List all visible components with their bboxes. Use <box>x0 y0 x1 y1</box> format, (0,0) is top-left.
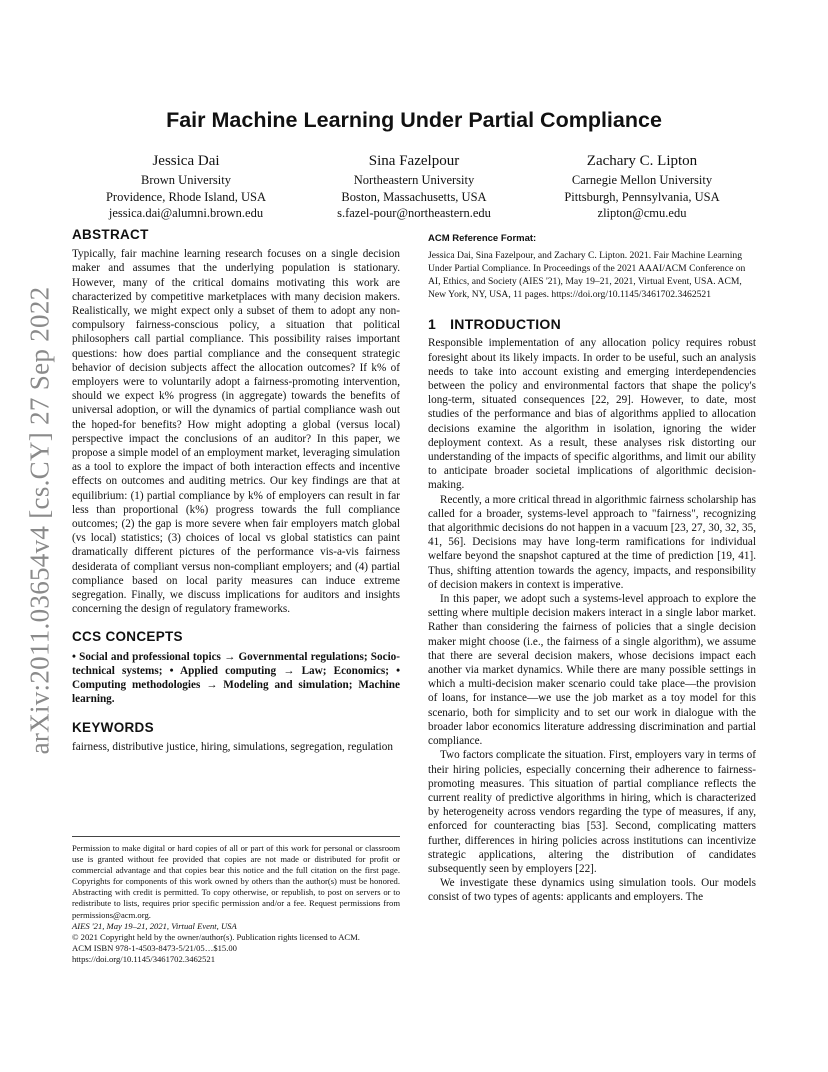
author-location: Pittsburgh, Pennsylvania, USA <box>564 189 720 204</box>
author-affiliation: Northeastern University <box>353 173 475 187</box>
intro-paragraph-3: In this paper, we adopt such a systems-level approach to explore the setting where multiple decision makers interact in a single labor market. Rather than considering the fairness of policies that a single decision maker might choose (i.e., the fairness of a single algorithm), we assume that there are several decision makers, whose decisions impact each another via market dynamics. While there are many possible settings in which a multi-decision maker scenario could take place—the provision of loans, for instance—we use the job market as a toy model for this scenario, both for simplicity and to set our work in dialogue with the broader labor economics literature addressing discrimination and partial compliance. <box>428 593 756 748</box>
author-name: Zachary C. Lipton <box>586 153 698 169</box>
keywords-heading: KEYWORDS <box>72 719 154 735</box>
keywords-text: fairness, distributive justice, hiring, simulations, segregation, regulation <box>72 740 393 753</box>
author-email[interactable]: s.fazel-pour@northeastern.edu <box>337 206 491 220</box>
paper-title: Fair Machine Learning Under Partial Compliance <box>166 108 662 132</box>
permission-notice: Permission to make digital or hard copies of all or part of this work for personal or classroom use is granted without fee provided that copies are not made or distributed for profit or commercial advantage and that copies bear this notice and the full citation on the first page. Copyrights for components of this work owned by others than the author(s) must be honored. Abstracting with credit is permitted. To copy otherwise, or republish, to post on servers or to redistribute to lists, requires prior specific permission and/or a fee. Request permissions from permissions@acm.org. <box>72 843 400 920</box>
author-name: Jessica Dai <box>152 153 220 169</box>
ccs-concepts-text: • Social and professional topics → Governmental regulations; Socio-technical systems; • Applied computing → Law; Economics; • Computing methodologies → Modeling and simulation; Machine learning. <box>72 650 400 706</box>
right-column <box>428 232 756 905</box>
author-1 <box>72 151 300 222</box>
author-3 <box>528 151 756 222</box>
acm-reference-text: Jessica Dai, Sina Fazelpour, and Zachary C. Lipton. 2021. Fair Machine Learning Under Partial Compliance. In Proceedings of the 2021 AAAI/ACM Conference on AI, Ethics, and Society (AIES '21), May 19–21, 2021, Virtual Event, USA. ACM, New York, NY, USA, 11 pages. https://doi.org/10.1145/3461702.3462521 <box>428 250 746 301</box>
author-location: Boston, Massachusetts, USA <box>341 189 487 204</box>
conference-venue: AIES '21, May 19–21, 2021, Virtual Event, USA <box>72 920 237 931</box>
intro-paragraph-2: Recently, a more critical thread in algorithmic fairness scholarship has called for a broader, systems-level approach to "fairness", recognizing that algorithmic decisions do not happen in a vacuum [23, 27, 30, 32, 35, 41, 56]. Decisions may have long-term ramifications for individual welfare beyond the snapshot captured at the time of prediction [19, 41]. Thus, shifting attention towards the agency, impacts, and responsibility of decision makers in context is imperative. <box>428 493 756 591</box>
author-email[interactable]: zlipton@cmu.edu <box>597 206 687 220</box>
author-email[interactable]: jessica.dai@alumni.brown.edu <box>108 206 264 220</box>
copyright-notice: © 2021 Copyright held by the owner/author(s). Publication rights licensed to ACM. <box>72 931 360 942</box>
arxiv-identifier-stamp <box>18 260 62 780</box>
arxiv-identifier-text: arXiv:2011.03654v4 [cs.CY] 27 Sep 2022 <box>24 286 55 754</box>
author-block <box>72 151 756 222</box>
intro-paragraph-4: Two factors complicate the situation. First, employers vary in terms of their hiring policies, especially concerning their adherence to fairness-promoting measures. This situation of partial compliance reflects the current reality of predictive algorithms in hiring, which is characterized by heterogeneity across vendors regarding the type of measures, if any, enforced for counteracting bias [53]. Second, complicating matters further, differences in hiring policies across institutions can incentivize strategic applications, altering the distribution of candidates subsequently seen by employers [22]. <box>428 749 756 875</box>
section-number: 1 <box>428 316 437 333</box>
author-affiliation: Brown University <box>141 173 231 187</box>
introduction-heading <box>428 317 756 331</box>
abstract-text: Typically, fair machine learning research focuses on a single decision maker and assumes that the underlying population is stationary. However, many of the critical domains motivating this work are characterized by competitive marketplaces with many decision makers. Realistically, we might expect only a subset of them to adopt any non-compulsory fairness-conscious policy, a situation that political philosophers call partial compliance. This possibility raises important questions: how does partial compliance and the consequent strategic behavior of decision subjects affect the allocation outcomes? If k% of employers were to voluntarily adopt a fairness-promoting intervention, should we expect k% progress (in aggregate) towards the benefits of universal adoption, or will the dynamics of partial compliance wash out the hoped-for benefits? How might adopting a global (versus local) perspective impact the conclusions of an auditor? In this paper, we propose a simple model of an employment market, leveraging simulation as a tool to explore the impact of both interaction effects and incentive effects on outcomes and auditing metrics. Our key findings are that at equilibrium: (1) partial compliance by k% of employers can result in far less than proportional (k%) progress towards the full compliance outcomes; (2) the gap is more severe when fair employers match global (vs local) statistics; (3) choices of local vs global statistics can paint dramatically different pictures of the performance vis-a-vis fairness desiderata of compliant versus non-compliant employers; and (4) partial compliance based on local parity measures can induce extreme segregation. Finally, we discuss implications for auditors and insights concerning the design of regulatory frameworks. <box>72 248 400 616</box>
author-2 <box>300 151 528 222</box>
intro-paragraph-5: We investigate these dynamics using simulation tools. Our models consist of two types of agents: applicants and employers. The <box>428 877 756 904</box>
author-location: Providence, Rhode Island, USA <box>105 189 267 204</box>
doi-link[interactable]: https://doi.org/10.1145/3461702.3462521 <box>72 953 215 964</box>
section-title: INTRODUCTION <box>450 316 562 333</box>
left-column <box>72 228 400 754</box>
ccs-concepts-heading: CCS CONCEPTS <box>72 629 183 645</box>
intro-paragraph-1: Responsible implementation of any allocation policy requires robust foresight about its likely impacts. In order to be useful, such an analysis needs to take into account existing and emerging interdependencies between the policy and environmental factors that shape the policy's long-term, situated consequences [22, 29]. However, to date, most studies of the performance and bias of algorithms applied to allocation decisions examine the algorithm in isolation, ignoring the wider deployment context. As a result, these analyses risk distorting our understanding of the impacts of specific algorithms, and limit our ability to anticipate broader societal implications of algorithmic decision-making. <box>428 337 756 492</box>
acm-reference-heading: ACM Reference Format: <box>428 233 537 244</box>
author-name: Sina Fazelpour <box>368 153 460 169</box>
copyright-footnote <box>72 836 400 965</box>
isbn: ACM ISBN 978-1-4503-8473-5/21/05…$15.00 <box>72 942 237 953</box>
abstract-heading: ABSTRACT <box>72 227 149 242</box>
author-affiliation: Carnegie Mellon University <box>571 173 713 187</box>
